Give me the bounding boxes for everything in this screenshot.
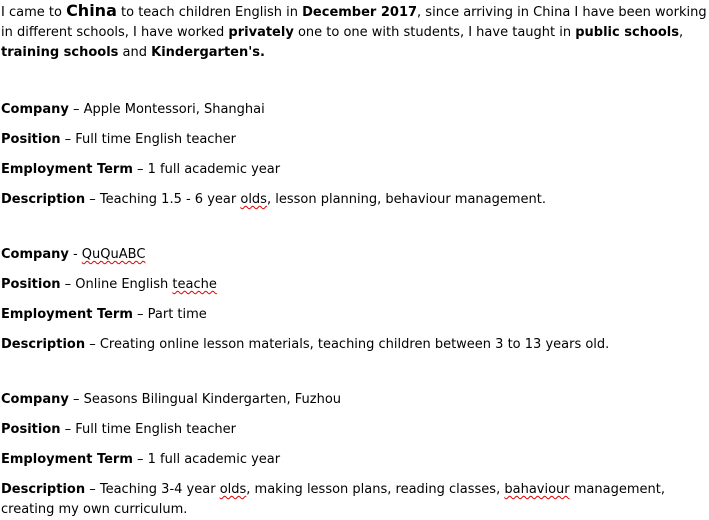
intro-china: China [66,1,117,20]
company-line [1,245,707,275]
position-label: Position [1,277,61,292]
separator: – [68,102,84,117]
intro-paragraph [1,0,707,63]
intro-public-schools: public schools [575,25,679,40]
term-line [1,160,707,190]
separator: - [68,247,82,262]
company-value: QuQuABC [81,247,146,262]
spellcheck-word: bahaviour [504,482,570,497]
job-entry-2 [1,245,707,365]
term-value: – 1 full academic year [132,162,281,177]
term-label: Employment Term [1,162,133,177]
company-label: Company [1,392,69,407]
company-label: Company [1,247,69,262]
intro-text: and [118,45,152,60]
description-line [1,335,707,365]
position-line [1,420,707,450]
document-body [1,0,707,520]
position-line [1,130,707,160]
term-value: – Part time [132,307,207,322]
description-value: , lesson planning, behaviour management. [266,192,547,207]
job-entry-1 [1,100,707,220]
term-label: Employment Term [1,307,133,322]
term-line [1,450,707,480]
company-line [1,390,707,420]
spacer [1,63,707,100]
intro-privately: privately [228,25,294,40]
company-line [1,100,707,130]
separator: – [68,392,84,407]
position-label: Position [1,422,61,437]
description-value: – Creating online lesson materials, teaching children between 3 to 13 years old. [85,337,610,352]
description-line [1,190,707,220]
description-value: – Teaching 1.5 - 6 year [85,192,241,207]
spellcheck-word: olds [240,192,267,207]
job-entry-3 [1,390,707,520]
company-label: Company [1,102,69,117]
position-value: – Full time English teacher [60,132,237,147]
spellcheck-word: olds [219,482,247,497]
description-label: Description [1,482,86,497]
intro-text: , since arriving in China I have been working in different schools, I have worked [1,5,707,40]
intro-text: , [679,25,684,40]
description-line [1,480,707,520]
position-line [1,275,707,305]
intro-training-schools: training schools [1,45,119,60]
company-value: Seasons Bilingual Kindergarten, Fuzhou [83,392,342,407]
description-label: Description [1,337,86,352]
intro-date: December 2017 [302,5,418,20]
term-line [1,305,707,335]
spacer [1,220,707,245]
term-value: – 1 full academic year [132,452,281,467]
position-value: – Online English [60,277,173,292]
intro-kindergartens: Kindergarten's. [151,45,265,60]
description-value: , making lesson plans, reading classes, [246,482,505,497]
company-value: Apple Montessori, Shanghai [83,102,265,117]
spacer [1,365,707,390]
intro-text: to teach children English in [116,5,303,20]
description-label: Description [1,192,86,207]
description-value: management, creating my own curriculum. [1,482,665,517]
position-value: – Full time English teacher [60,422,237,437]
position-label: Position [1,132,61,147]
intro-text: one to one with students, I have taught in [293,25,576,40]
spellcheck-word: teache [172,277,217,292]
description-value: – Teaching 3-4 year [85,482,220,497]
term-label: Employment Term [1,452,133,467]
intro-text: I came to [1,5,67,20]
